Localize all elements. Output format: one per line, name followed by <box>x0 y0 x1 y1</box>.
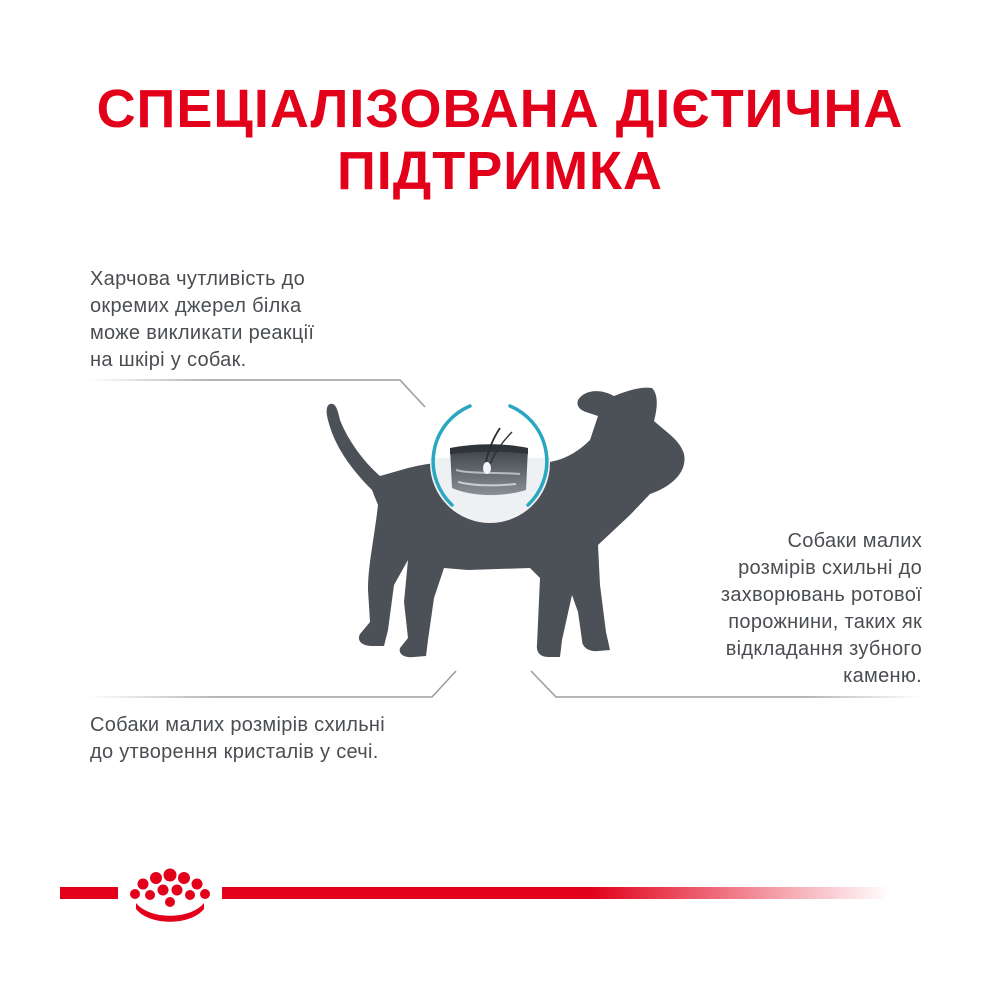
brand-stripe-left <box>60 887 118 899</box>
title-line-1: СПЕЦІАЛІЗОВАНА ДІЄТИЧНА <box>96 79 904 139</box>
callout-line: захворювань ротової <box>720 584 922 606</box>
leader-line-oral <box>531 671 922 697</box>
leader-line-skin <box>88 380 425 407</box>
callout-line: порожнини, таких як <box>728 611 922 633</box>
callout-line: до утворення кристалів у сечі. <box>90 741 379 763</box>
royal-canin-crown-icon <box>130 869 210 922</box>
callout-line: Собаки малих розмірів схильні <box>90 714 386 736</box>
callout-line: окремих джерел білка <box>90 295 302 317</box>
callout-line: відкладання зубного <box>725 638 922 660</box>
skin-hair-cross-section-icon <box>430 403 550 523</box>
callout-line: Собаки малих <box>787 530 922 552</box>
callout-line: розмірів схильні до <box>738 557 922 579</box>
callout-line: на шкірі у собак. <box>90 349 247 371</box>
title-line-2: ПІДТРИМКА <box>336 141 664 201</box>
leader-line-urinary <box>88 671 456 697</box>
brand-stripe-right <box>222 887 890 899</box>
callout-line: може викликати реакції <box>90 322 315 344</box>
callout-line: каменю. <box>843 665 922 687</box>
callout-line: Харчова чутливість до <box>90 268 306 290</box>
